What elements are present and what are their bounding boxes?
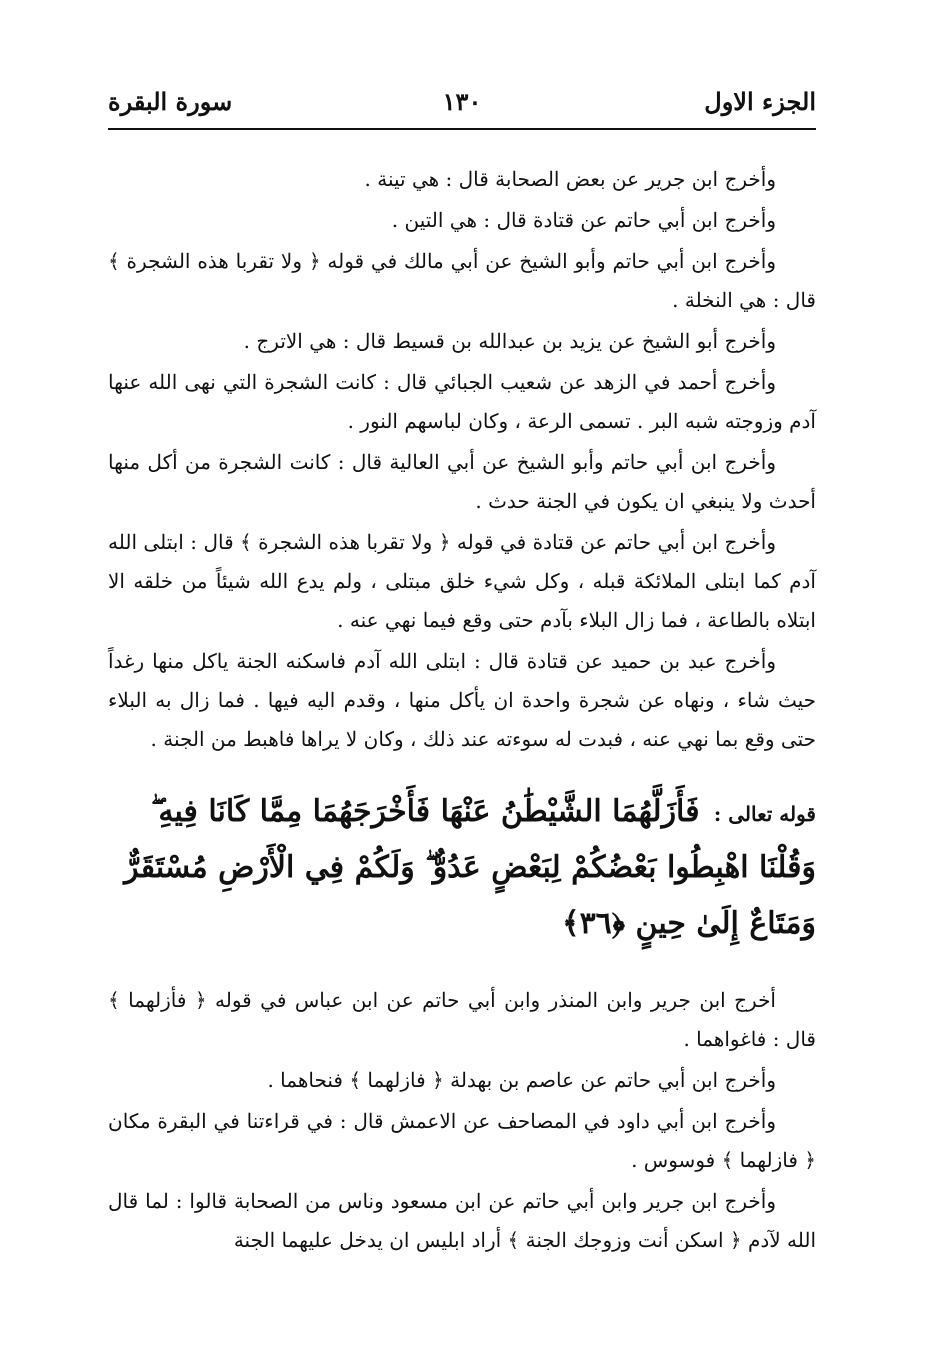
paragraph: أخرج ابن جرير وابن المنذر وابن أبي حاتم عن ابن عباس في قوله ﴿ فأزلهما ﴾ قال : فاغواهما . — [108, 988, 816, 1051]
page-number: ١٣٠ — [442, 87, 482, 116]
volume-label: الجزء الاول — [704, 87, 816, 116]
paragraph: وأخرج ابن جرير عن بعض الصحابة قال : هي تينة . — [364, 167, 776, 191]
page-header — [108, 86, 816, 126]
verse-intro: قوله تعالى : — [713, 802, 816, 826]
quran-verse-block — [108, 785, 816, 953]
surah-label: سورة البقرة — [108, 87, 233, 116]
paragraph: وأخرج ابن أبي حاتم عن قتادة قال : هي التين . — [391, 208, 776, 232]
header-rule — [108, 128, 816, 130]
paragraph: وأخرج ابن أبي حاتم وأبو الشيخ عن أبي مالك في قوله ﴿ ولا تقربا هذه الشجرة ﴾ قال : هي النخلة . — [108, 249, 816, 312]
paragraph: وأخرج ابن أبي حاتم وأبو الشيخ عن أبي العالية قال : كانت الشجرة من أكل منها أحدث ولا ينبغي ان يكون في الجنة حدث . — [108, 450, 816, 513]
paragraph: وأخرج ابن جرير وابن أبي حاتم عن ابن مسعود وناس من الصحابة قالوا : لما قال الله لآدم ﴿ اسكن أنت وزوجك الجنة ﴾ أراد ابليس ان يدخل عليهما الجنة — [108, 1189, 816, 1252]
paragraph: وأخرج ابن أبي حاتم عن عاصم بن بهدلة ﴿ فازلهما ﴾ فنحاهما . — [267, 1068, 776, 1092]
paragraph: وأخرج عبد بن حميد عن قتادة قال : ابتلى الله آدم فاسكنه الجنة ياكل منها رغداً حيث شاء ، ونهاه عن شجرة واحدة ان يأكل منها ، وقدم اليه فيها . فما زال به البلاء حتى وقع بما نهي عنه ، فبدت له سوءته عند ذلك ، وكان لا يراها فاهبط من الجنة . — [108, 649, 816, 751]
verse-text: فَأَزَلَّهُمَا الشَّيْطَٰنُ عَنْهَا فَأَخْرَجَهُمَا مِمَّا كَانَا فِيهِ ۖ وَقُلْنَا اهْبِطُوا بَعْضُكُمْ لِبَعْضٍ عَدُوٌّ ۖ وَلَكُمْ فِي الْأَرْضِ مُسْتَقَرٌّ وَمَتَاعٌ إِلَىٰ حِينٍ ﴿٣٦﴾ — [124, 794, 816, 941]
paragraph: وأخرج أحمد في الزهد عن شعيب الجبائي قال : كانت الشجرة التي نهى الله عنها آدم وزوجته شبه البر . تسمى الرعة ، وكان لباسهم النور . — [108, 370, 816, 433]
paragraph: وأخرج أبو الشيخ عن يزيد بن عبدالله بن قسيط قال : هي الاترج . — [243, 329, 776, 353]
body-text — [108, 160, 816, 1262]
paragraph: وأخرج ابن أبي حاتم عن قتادة في قوله ﴿ ولا تقربا هذه الشجرة ﴾ قال : ابتلى الله آدم كما ابتلى الملائكة قبله ، وكل شيء خلق مبتلى ، ولم يدع الله شيئاً من خلقه الا ابتلاه بالطاعة ، فما زال البلاء بآدم حتى وقع فيما نهي عنه . — [108, 530, 816, 632]
paragraph: وأخرج ابن أبي داود في المصاحف عن الاعمش قال : في قراءتنا في البقرة مكان ﴿ فازلهما ﴾ فوسوس . — [108, 1109, 816, 1172]
